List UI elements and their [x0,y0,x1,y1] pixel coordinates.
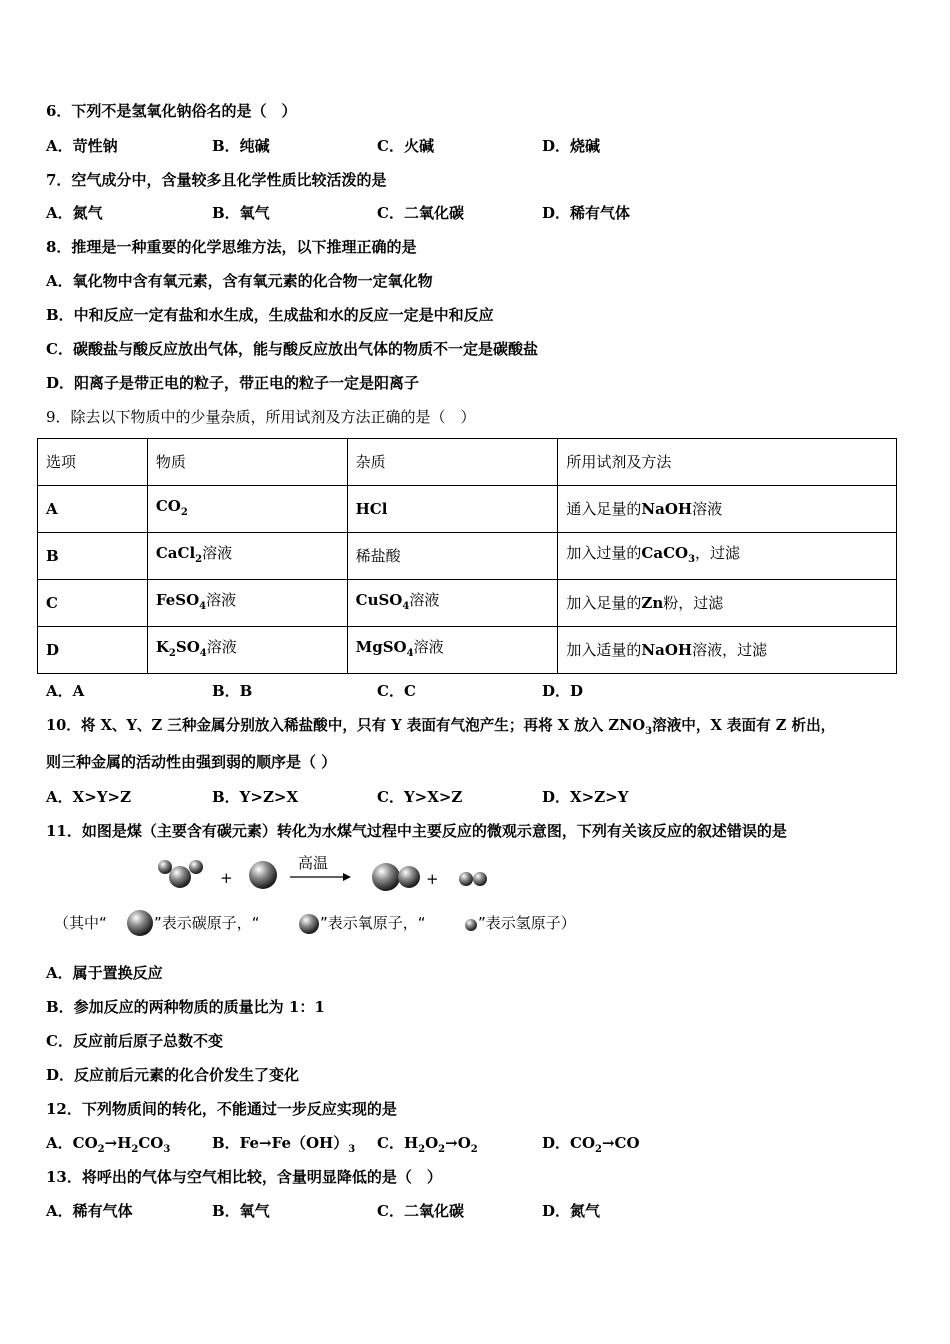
q7-option-b: B．氧气 [212,204,270,222]
q8-option-d: D．阳离子是带正电的粒子，带正电的粒子一定是阳离子 [46,374,420,392]
legend-part-4: ”表示氢原子） [478,914,576,932]
q13-option-b: B．氧气 [212,1202,270,1220]
q10-option-d: D．X>Z>Y [542,788,629,806]
header-cell-substance: 物质 [147,439,347,486]
hydrogen-legend-icon [465,919,477,931]
row-method: 加入适量的NaOH溶液，过滤 [558,627,897,674]
reaction-diagram [50,850,670,950]
q11-option-a: A．属于置换反应 [46,964,163,982]
plus-sign-2: + [426,870,439,888]
row-impurity: MgSO$_4$溶液 [347,627,558,674]
question-13-stem: 13．将呼出的气体与空气相比较，含量明显降低的是（ ） [46,1168,442,1186]
question-10-stem-line2: 则三种金属的活动性由强到弱的顺序是（ ） [46,753,337,771]
hydrogen-molecule-icon [459,872,487,886]
q11-option-d: D．反应前后元素的化合价发生了变化 [46,1066,300,1084]
row-substance: FeSO$_4$溶液 [147,580,347,627]
reaction-condition: 高温 [298,854,329,872]
q13-option-d: D．氮气 [542,1202,601,1220]
legend-part-3: ”表示氧原子，“ [320,914,426,932]
row-substance: CaCl$_2$溶液 [147,533,347,580]
q13-option-c: C．二氧化碳 [377,1202,464,1220]
q9-option-d: D．D [542,682,584,700]
legend-part-1: （其中“ [54,914,107,932]
row-method: 通入足量的NaOH溶液 [558,486,897,533]
table-header-row [38,439,897,486]
row-option: A [38,486,148,533]
water-molecule-icon [158,860,203,888]
q9-option-c: C．C [377,682,416,700]
q12-option-d: D．$CO_2\to CO$ [542,1134,640,1155]
carbon-legend-icon [127,910,153,936]
table-row [38,533,897,580]
q10-option-b: B．Y>Z>X [212,788,299,806]
q13-option-a: A．稀有气体 [46,1202,133,1220]
carbon-atom-icon [249,861,277,889]
q7-option-d: D．稀有气体 [542,204,631,222]
header-cell-impurity: 杂质 [347,439,558,486]
q11-option-c: C．反应前后原子总数不变 [46,1032,223,1050]
q10-option-a: A．X>Y>Z [46,788,132,806]
table-row [38,627,897,674]
legend-part-2: ”表示碳原子，“ [154,914,260,932]
q8-option-c: C．碳酸盐与酸反应放出气体，能与酸反应放出气体的物质不一定是碳酸盐 [46,340,538,358]
q9-option-a: A．A [46,682,85,700]
row-option: D [38,627,148,674]
row-impurity: CuSO$_4$溶液 [347,580,558,627]
carbon-monoxide-molecule-icon [372,863,420,891]
row-substance: $CO_2$ [147,486,347,533]
q12-option-c: C．$H_2O_2\to O_2$ [377,1134,478,1155]
row-substance: $K_2SO_4$溶液 [147,627,347,674]
question-6-stem: 6．下列不是氢氧化钠俗名的是（ ） [46,102,297,120]
q7-option-a: A．氮气 [46,204,103,222]
q11-option-b: B．参加反应的两种物质的质量比为 1：1 [46,998,325,1016]
q9-option-b: B．B [212,682,253,700]
header-cell-method: 所用试剂及方法 [558,439,897,486]
question-11-stem: 11．如图是煤（主要含有碳元素）转化为水煤气过程中主要反应的微观示意图，下列有关该反应的叙述错误的是 [46,822,787,840]
table-row [38,486,897,533]
table-row [38,580,897,627]
q6-option-a: A．苛性钠 [46,137,118,155]
row-method: 加入过量的CaCO$_3$，过滤 [558,533,897,580]
q6-option-d: D．烧碱 [542,137,601,155]
row-impurity: HCl [347,486,558,533]
question-8-stem: 8．推理是一种重要的化学思维方法，以下推理正确的是 [46,238,417,256]
row-impurity: 稀盐酸 [347,533,558,580]
question-10-stem-line1: 10．将 X、Y、Z 三种金属分别放入稀盐酸中，只有 Y 表面有气泡产生；再将 X 放入 $ZNO_3$溶液中，X 表面有 Z 析出， [46,717,836,737]
row-option: C [38,580,148,627]
plus-sign-1: + [220,869,233,887]
q12-option-b: B．$Fe\to Fe(OH)_3$ [212,1134,356,1155]
oxygen-legend-icon [299,914,319,934]
row-method: 加入足量的Zn粉，过滤 [558,580,897,627]
question-9-stem: 9．除去以下物质中的少量杂质，所用试剂及方法正确的是（ ） [46,408,476,426]
header-cell-option: 选项 [38,439,148,486]
q12-option-a: A．$CO_2\to H_2CO_3$ [46,1134,171,1155]
question-7-stem: 7．空气成分中，含量较多且化学性质比较活泼的是 [46,171,387,189]
question-12-stem: 12．下列物质间的转化，不能通过一步反应实现的是 [46,1100,397,1118]
q6-option-b: B．纯碱 [212,137,270,155]
q10-option-c: C．Y>X>Z [377,788,463,806]
q8-option-a: A．氧化物中含有氧元素，含有氧元素的化合物一定氧化物 [46,272,433,290]
q7-option-c: C．二氧化碳 [377,204,464,222]
q8-option-b: B．中和反应一定有盐和水生成，生成盐和水的反应一定是中和反应 [46,306,494,324]
q9-table [37,438,897,674]
q6-option-c: C．火碱 [377,137,434,155]
row-option: B [38,533,148,580]
